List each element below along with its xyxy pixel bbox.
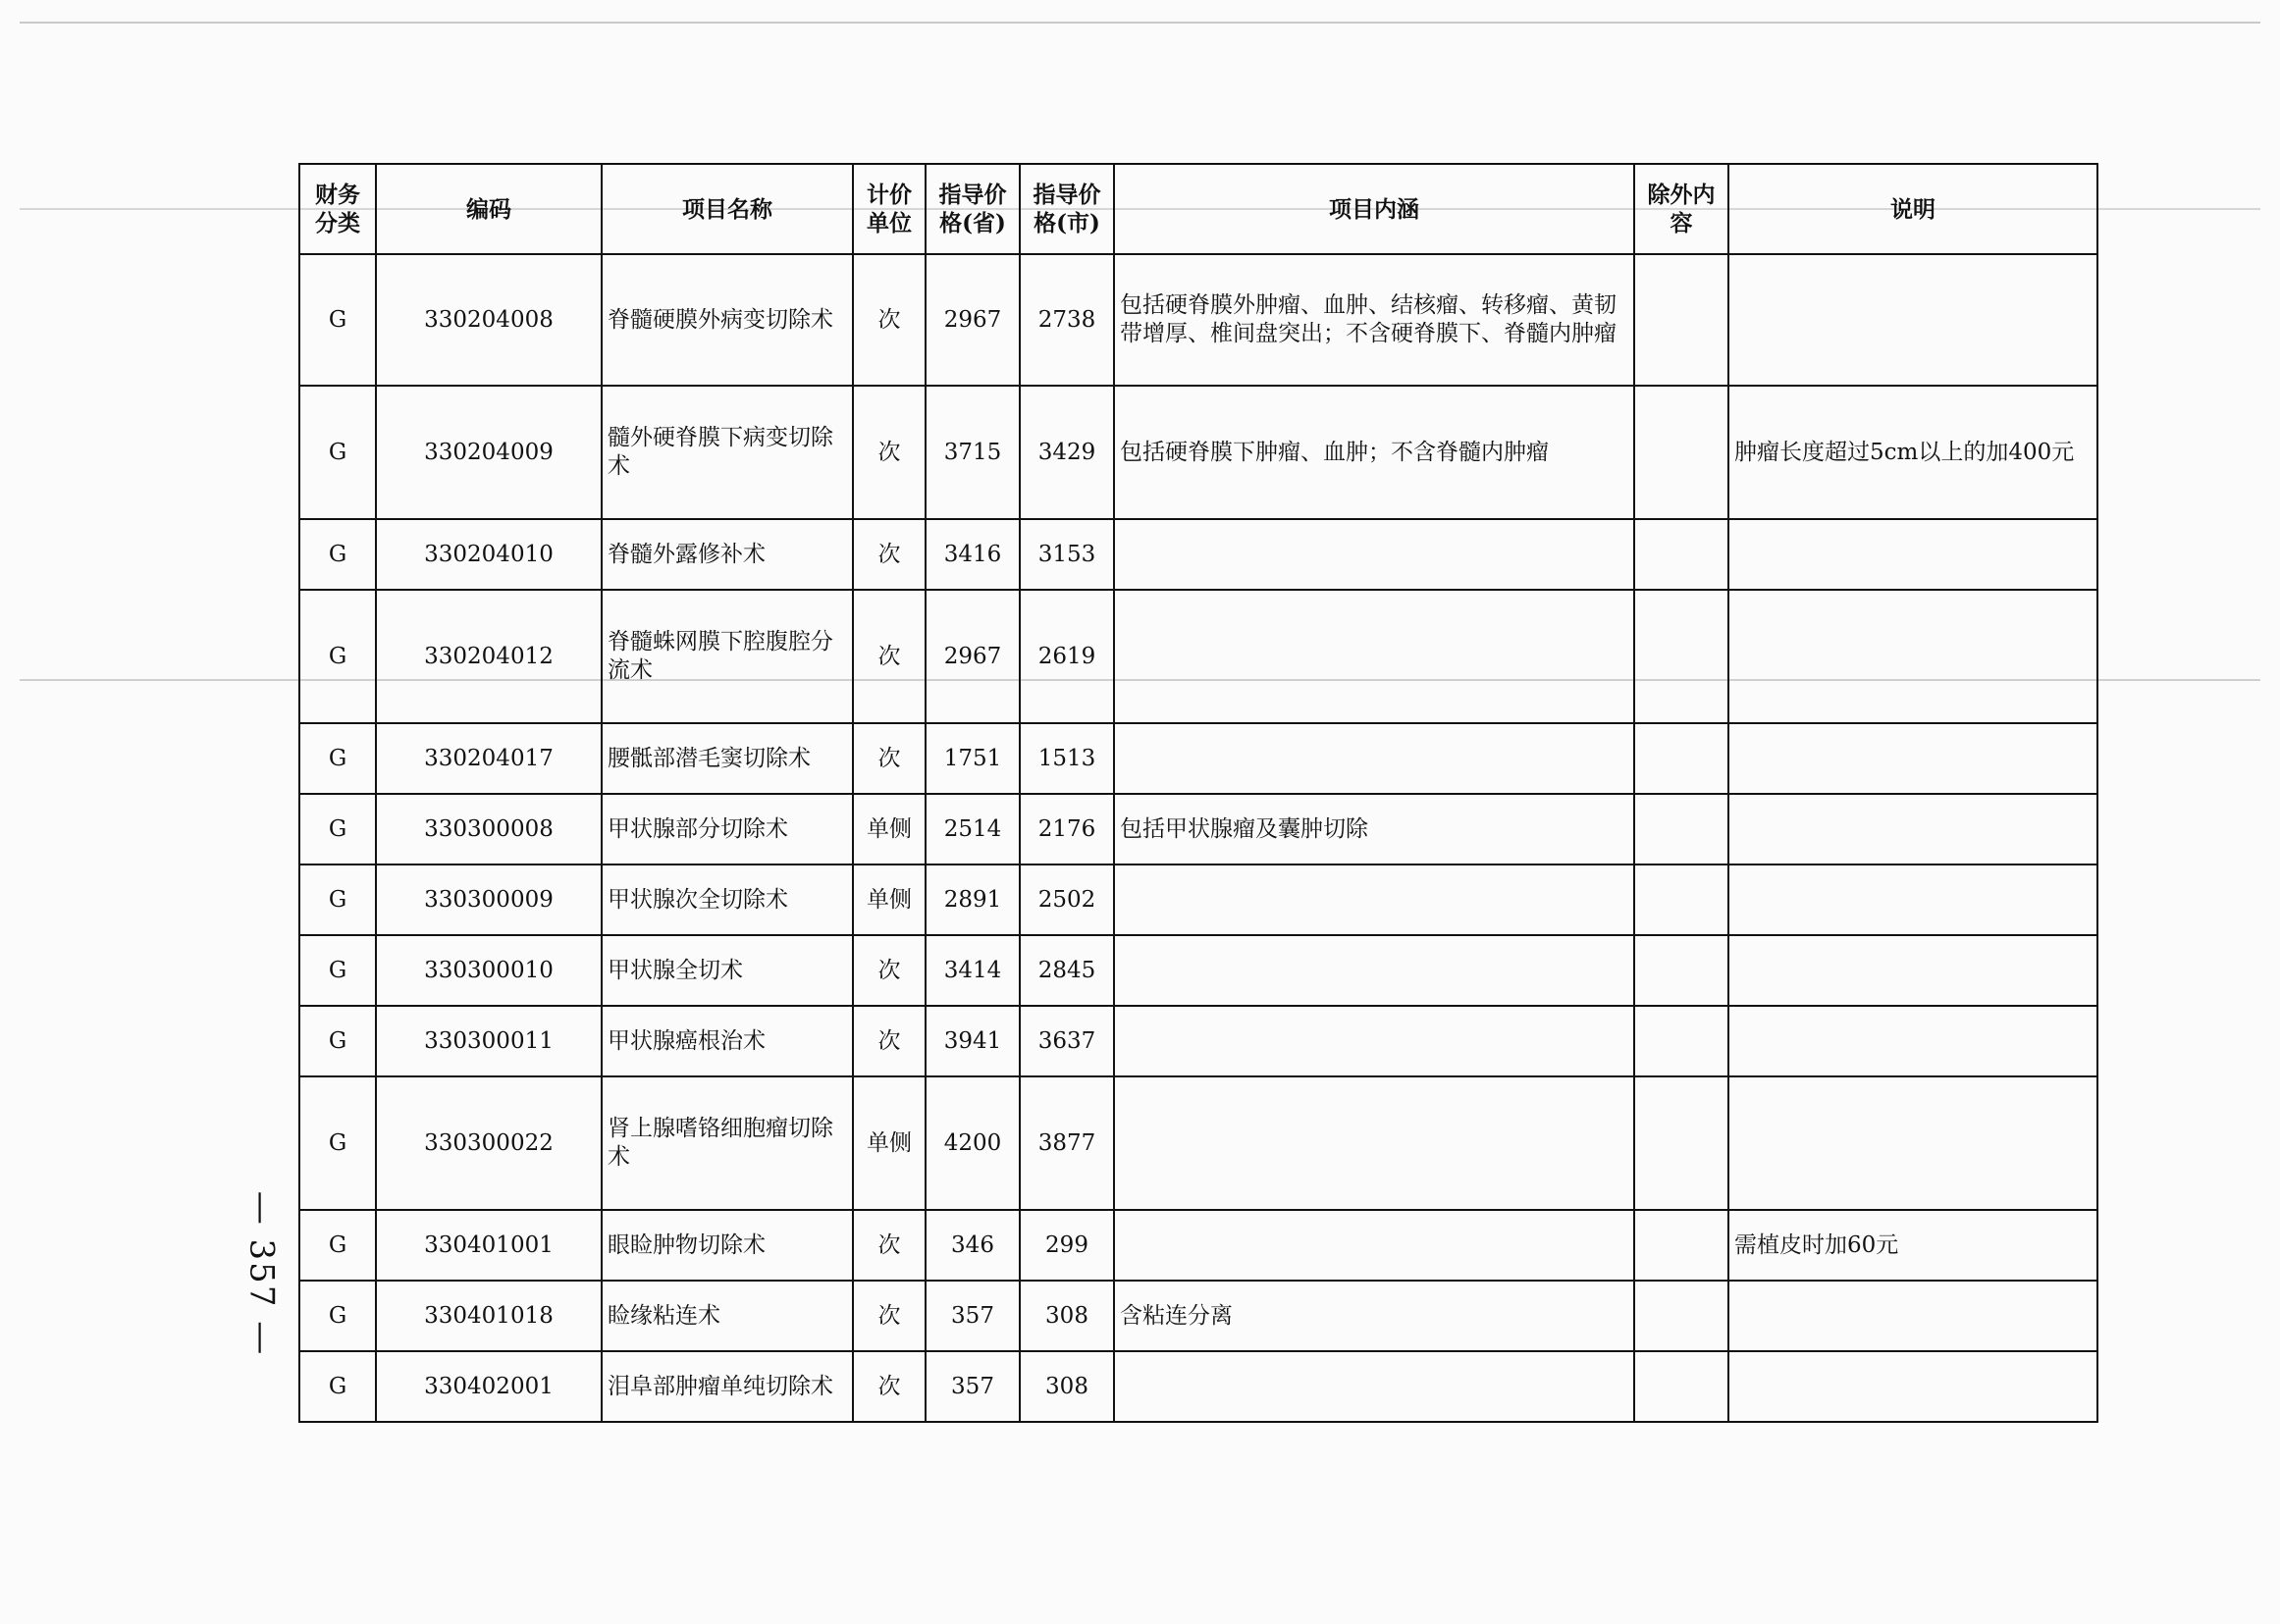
cell-price-city: 1513 [1020, 723, 1114, 794]
cell-category: G [299, 864, 376, 935]
cell-exclusions [1634, 1281, 1728, 1351]
cell-unit: 次 [853, 723, 926, 794]
cell-category: G [299, 723, 376, 794]
cell-price-province: 2891 [926, 864, 1020, 935]
cell-content: 含粘连分离 [1114, 1281, 1634, 1351]
cell-exclusions [1634, 1351, 1728, 1422]
cell-content: 包括硬脊膜下肿瘤、血肿；不含脊髓内肿瘤 [1114, 386, 1634, 519]
cell-exclusions [1634, 1210, 1728, 1281]
cell-unit: 次 [853, 254, 926, 386]
cell-unit: 次 [853, 590, 926, 723]
cell-exclusions [1634, 590, 1728, 723]
cell-price-province: 4200 [926, 1076, 1020, 1210]
cell-code: 330204017 [376, 723, 602, 794]
cell-content [1114, 519, 1634, 590]
cell-price-city: 3429 [1020, 386, 1114, 519]
cell-notes [1728, 1281, 2097, 1351]
cell-price-city: 2619 [1020, 590, 1114, 723]
cell-exclusions [1634, 386, 1728, 519]
cell-price-province: 3941 [926, 1006, 1020, 1076]
cell-code: 330300009 [376, 864, 602, 935]
header-notes: 说明 [1728, 164, 2097, 254]
cell-exclusions [1634, 254, 1728, 386]
cell-price-city: 3637 [1020, 1006, 1114, 1076]
cell-price-province: 2514 [926, 794, 1020, 864]
cell-content: 包括甲状腺瘤及囊肿切除 [1114, 794, 1634, 864]
cell-category: G [299, 254, 376, 386]
cell-exclusions [1634, 519, 1728, 590]
table-row [299, 864, 2097, 935]
page-number-text: — 357 — [241, 1190, 282, 1357]
cell-content [1114, 1006, 1634, 1076]
cell-category: G [299, 590, 376, 723]
cell-price-province: 1751 [926, 723, 1020, 794]
cell-name: 腰骶部潜毛窦切除术 [602, 723, 853, 794]
cell-unit: 次 [853, 935, 926, 1006]
table-header-row [299, 164, 2097, 254]
cell-price-city: 308 [1020, 1281, 1114, 1351]
cell-notes [1728, 794, 2097, 864]
cell-notes [1728, 1006, 2097, 1076]
header-exclusions: 除外内容 [1634, 164, 1728, 254]
header-price-province: 指导价格(省) [926, 164, 1020, 254]
cell-code: 330401001 [376, 1210, 602, 1281]
table-row [299, 1006, 2097, 1076]
table-row [299, 1210, 2097, 1281]
cell-name: 睑缘粘连术 [602, 1281, 853, 1351]
cell-name: 甲状腺部分切除术 [602, 794, 853, 864]
cell-code: 330401018 [376, 1281, 602, 1351]
cell-unit: 次 [853, 1351, 926, 1422]
cell-price-city: 3877 [1020, 1076, 1114, 1210]
cell-name: 脊髓外露修补术 [602, 519, 853, 590]
cell-unit: 次 [853, 1210, 926, 1281]
cell-content [1114, 1076, 1634, 1210]
cell-exclusions [1634, 1076, 1728, 1210]
cell-name: 脊髓硬膜外病变切除术 [602, 254, 853, 386]
cell-content [1114, 935, 1634, 1006]
cell-content: 包括硬脊膜外肿瘤、血肿、结核瘤、转移瘤、黄韧带增厚、椎间盘突出；不含硬脊膜下、脊髓内肿瘤 [1114, 254, 1634, 386]
cell-price-province: 3416 [926, 519, 1020, 590]
cell-unit: 次 [853, 386, 926, 519]
cell-content [1114, 1351, 1634, 1422]
cell-unit: 单侧 [853, 1076, 926, 1210]
header-content: 项目内涵 [1114, 164, 1634, 254]
cell-name: 泪阜部肿瘤单纯切除术 [602, 1351, 853, 1422]
cell-price-city: 3153 [1020, 519, 1114, 590]
cell-category: G [299, 794, 376, 864]
table-row [299, 590, 2097, 723]
cell-notes [1728, 254, 2097, 386]
cell-exclusions [1634, 794, 1728, 864]
cell-code: 330300010 [376, 935, 602, 1006]
cell-exclusions [1634, 723, 1728, 794]
table-row [299, 1076, 2097, 1210]
cell-category: G [299, 1281, 376, 1351]
cell-price-province: 357 [926, 1351, 1020, 1422]
cell-price-city: 299 [1020, 1210, 1114, 1281]
table-row [299, 723, 2097, 794]
cell-price-province: 3414 [926, 935, 1020, 1006]
cell-category: G [299, 386, 376, 519]
cell-unit: 次 [853, 1006, 926, 1076]
cell-notes: 肿瘤长度超过5cm以上的加400元 [1728, 386, 2097, 519]
cell-code: 330204008 [376, 254, 602, 386]
page-number [232, 1190, 291, 1357]
cell-notes [1728, 864, 2097, 935]
cell-content [1114, 723, 1634, 794]
cell-unit: 次 [853, 519, 926, 590]
cell-price-city: 2738 [1020, 254, 1114, 386]
cell-price-province: 2967 [926, 254, 1020, 386]
table-row [299, 386, 2097, 519]
cell-notes: 需植皮时加60元 [1728, 1210, 2097, 1281]
cell-category: G [299, 1210, 376, 1281]
cell-price-province: 357 [926, 1281, 1020, 1351]
cell-price-city: 2502 [1020, 864, 1114, 935]
header-unit: 计价单位 [853, 164, 926, 254]
cell-name: 眼睑肿物切除术 [602, 1210, 853, 1281]
cell-notes [1728, 1351, 2097, 1422]
scan-artifact-line [20, 22, 2260, 24]
cell-category: G [299, 935, 376, 1006]
table-row [299, 935, 2097, 1006]
cell-notes [1728, 723, 2097, 794]
cell-name: 脊髓蛛网膜下腔腹腔分流术 [602, 590, 853, 723]
cell-exclusions [1634, 864, 1728, 935]
cell-exclusions [1634, 1006, 1728, 1076]
cell-code: 330300011 [376, 1006, 602, 1076]
cell-price-city: 308 [1020, 1351, 1114, 1422]
cell-category: G [299, 1006, 376, 1076]
header-category: 财务分类 [299, 164, 376, 254]
cell-price-province: 2967 [926, 590, 1020, 723]
cell-code: 330204010 [376, 519, 602, 590]
cell-price-province: 346 [926, 1210, 1020, 1281]
table-row [299, 794, 2097, 864]
cell-notes [1728, 1076, 2097, 1210]
cell-content [1114, 864, 1634, 935]
table-row [299, 1351, 2097, 1422]
cell-content [1114, 1210, 1634, 1281]
cell-code: 330204009 [376, 386, 602, 519]
cell-code: 330402001 [376, 1351, 602, 1422]
cell-notes [1728, 519, 2097, 590]
table-row [299, 1281, 2097, 1351]
cell-price-city: 2845 [1020, 935, 1114, 1006]
fee-schedule-table [298, 163, 2098, 1423]
cell-unit: 单侧 [853, 794, 926, 864]
header-name: 项目名称 [602, 164, 853, 254]
cell-name: 肾上腺嗜铬细胞瘤切除术 [602, 1076, 853, 1210]
cell-content [1114, 590, 1634, 723]
cell-code: 330300022 [376, 1076, 602, 1210]
cell-category: G [299, 1351, 376, 1422]
cell-price-province: 3715 [926, 386, 1020, 519]
cell-code: 330300008 [376, 794, 602, 864]
cell-price-city: 2176 [1020, 794, 1114, 864]
cell-unit: 次 [853, 1281, 926, 1351]
cell-notes [1728, 935, 2097, 1006]
cell-code: 330204012 [376, 590, 602, 723]
cell-name: 甲状腺次全切除术 [602, 864, 853, 935]
cell-name: 甲状腺癌根治术 [602, 1006, 853, 1076]
cell-exclusions [1634, 935, 1728, 1006]
table-row [299, 519, 2097, 590]
cell-unit: 单侧 [853, 864, 926, 935]
header-code: 编码 [376, 164, 602, 254]
cell-category: G [299, 1076, 376, 1210]
table-row [299, 254, 2097, 386]
cell-name: 髓外硬脊膜下病变切除术 [602, 386, 853, 519]
cell-category: G [299, 519, 376, 590]
header-price-city: 指导价格(市) [1020, 164, 1114, 254]
cell-name: 甲状腺全切术 [602, 935, 853, 1006]
cell-notes [1728, 590, 2097, 723]
